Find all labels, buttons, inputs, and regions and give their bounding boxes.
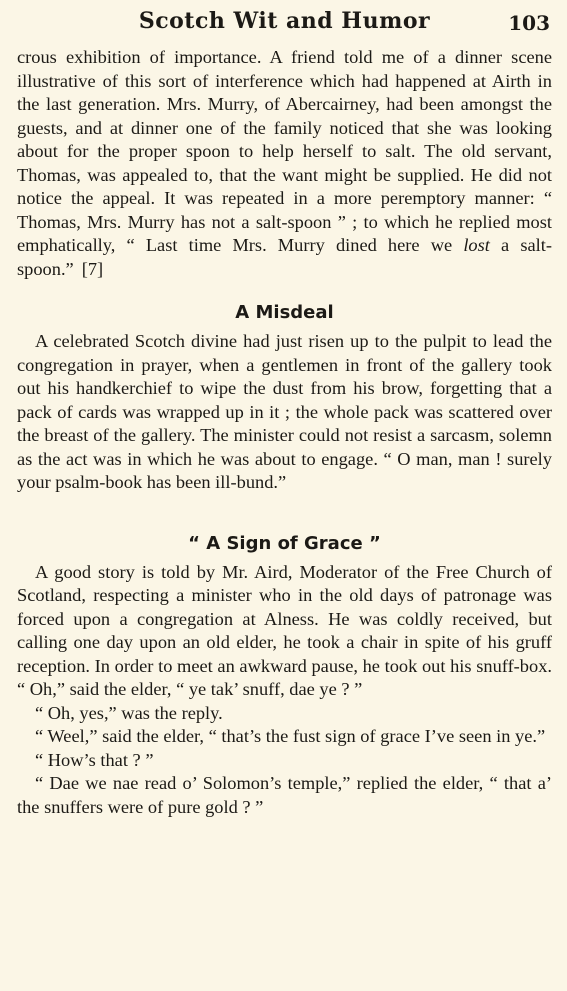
footnote-ref: [7] [81,258,104,279]
paragraph-grace-3: “ Weel,” said the elder, “ that’s the fust sign of grace I’ve seen in ye.” [35,726,546,746]
paragraph-grace-5: “ Dae we nae read o’ Solomon’s temple,” replied the elder, “ that a’ the snuffers were of pure gold ? ” [17,773,552,817]
paragraph-text: crous exhibition of importance. A friend told me of a dinner scene illustrative of this sort of interference which had happened at Airth in the last generation. Mrs. Murry, of Abercairney, had been amongst the guests, and at dinner one of the family noticed that she was looking about for the proper spoon to help herself to salt. The old servant, Thomas, was appealed to, that the want might be supplied. He did not notice the appeal. It was repeated in a more peremptory manner: “ Thomas, Mrs. Murry has not a salt-spoon ” ; to which he replied most emphatically, “ Last time Mrs. Murry dined here we [17,47,552,255]
paragraph-continued [17,46,552,281]
section-heading-misdeal: A Misdeal [235,302,334,323]
emphasis-lost: lost [463,235,490,255]
paragraph-grace-1: A good story is told by Mr. Aird, Moderator of the Free Church of Scotland, respecting a minister who in the old days of patronage was forced upon a congregation at Alness. He was coldly received, but calling one day upon an old elder, he took a chair in spite of his gruff reception. In order to meet an awkward pause, he took out his snuff-box. “ Oh,” said the elder, “ ye tak’ snuff, dae ye ? ” [17,561,552,699]
running-head [17,0,552,46]
paragraph-grace-2: “ Oh, yes,” was the reply. [35,702,223,723]
page-number: 103 [508,11,550,35]
paragraph-text-after: a salt-spoon.” [17,235,552,279]
paragraph-misdeal: A celebrated Scotch divine had just risen up to the pulpit to lead the congregation in prayer, when a gentlemen in front of the gallery took out his handkerchief to wipe the dust from his brow, forgetting that a pack of cards was wrapped up in it ; the whole pack was scattered over the breast of the gallery. The minister could not resist a sarcasm, solemn as the act was in which he was about to engage. “ O man, man ! surely your psalm-book has been ill-bund.” [17,331,552,492]
paragraph-grace-4: “ How’s that ? ” [35,749,154,770]
section-heading-sign-of-grace: “ A Sign of Grace ” [188,532,381,554]
running-title: Scotch Wit and Humor [138,8,431,34]
